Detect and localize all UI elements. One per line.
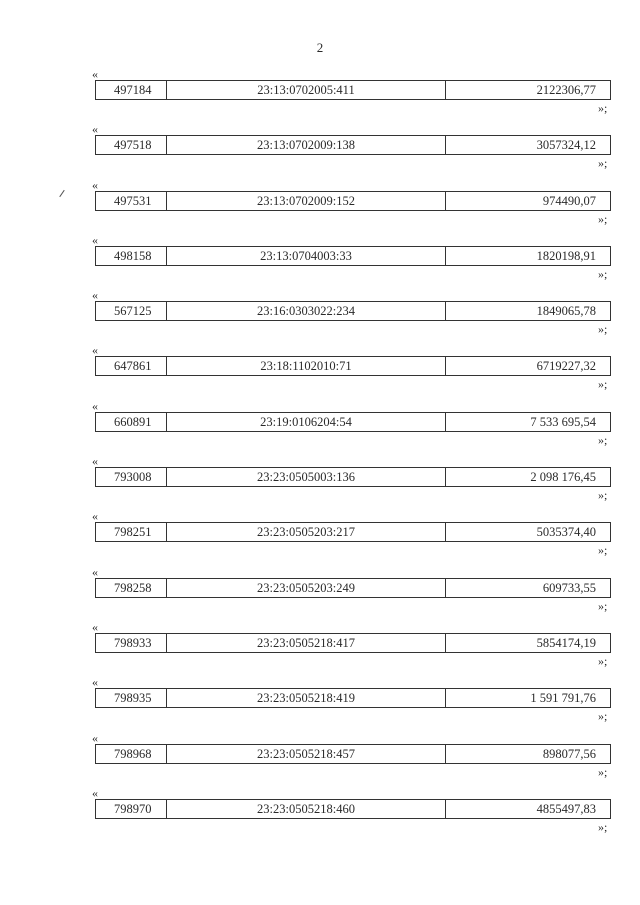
record-number: 798251 [96,523,167,541]
table-row [95,578,611,598]
closing-quote: »; [598,322,608,337]
closing-quote: »; [598,432,608,447]
opening-quote: « [92,675,98,690]
opening-quote: « [92,398,98,413]
cadastral-number: 23:23:0505203:249 [167,579,446,597]
page-number: 2 [316,40,324,55]
cadastral-number: 23:23:0505218:460 [167,800,446,818]
record-number: 798933 [96,634,167,652]
closing-quote: »; [598,377,608,392]
cadastral-value: 2 098 176,45 [530,470,596,485]
cadastral-value: 2122306,77 [536,83,596,97]
entry [0,787,640,842]
entry [0,455,640,510]
cadastral-number: 23:23:0505203:217 [167,523,446,541]
entry [0,676,640,731]
entry [0,234,640,289]
cadastral-number: 23:23:0505218:457 [167,745,446,763]
opening-quote: « [92,619,98,634]
cadastral-number: 23:16:0303022:234 [167,302,446,320]
cadastral-value: 5035374,40 [536,525,596,540]
cadastral-number: 23:23:0505218:419 [167,689,446,707]
cadastral-number: 23:13:0702009:152 [167,192,446,210]
cadastral-value: 1820198,91 [536,248,596,263]
closing-quote: »; [598,764,608,779]
opening-quote: « [92,785,98,800]
cadastral-number: 23:13:0702009:138 [167,136,446,154]
table-row [95,80,611,100]
entry [0,400,640,455]
cadastral-value: 5854174,19 [536,635,596,650]
closing-quote: »; [598,266,608,281]
entry [0,566,640,621]
cadastral-number: 23:18:1102010:71 [167,357,446,375]
table-row [95,744,611,764]
table-row [95,301,611,321]
cadastral-value: 6719227,32 [536,359,596,374]
table-row [95,467,611,487]
record-number: 798970 [96,800,167,818]
table-row [95,633,611,653]
opening-quote: « [92,177,98,192]
record-number: 497518 [96,136,167,154]
opening-quote: « [92,454,98,469]
opening-quote: « [92,232,98,247]
entry [0,510,640,565]
cadastral-value: 898077,56 [542,746,596,761]
closing-quote: »; [598,709,608,724]
cadastral-number: 23:13:0704003:33 [167,247,446,265]
opening-quote: « [92,730,98,745]
entry [0,179,640,234]
cadastral-value: 974490,07 [542,193,596,208]
closing-quote: »; [598,101,608,115]
table-row [95,412,611,432]
entry [0,621,640,676]
table-row [95,799,611,819]
closing-quote: »; [598,543,608,558]
cadastral-value: 7 533 695,54 [530,414,596,429]
cadastral-value: 3057324,12 [536,138,596,153]
record-number: 647861 [96,357,167,375]
closing-quote: »; [598,488,608,503]
entry [0,732,640,787]
record-number: 498158 [96,247,167,265]
opening-quote: « [92,67,98,81]
cadastral-number: 23:23:0505218:417 [167,634,446,652]
opening-quote: « [92,509,98,524]
cadastral-number: 23:13:0702005:411 [167,81,446,99]
closing-quote: »; [598,653,608,668]
closing-quote: »; [598,598,608,613]
record-number: 567125 [96,302,167,320]
cadastral-value: 1849065,78 [536,304,596,319]
opening-quote: « [92,564,98,579]
closing-quote: »; [598,819,608,834]
amendment-entries [0,68,640,842]
record-number: 497184 [96,81,167,99]
cadastral-number: 23:23:0505003:136 [167,468,446,486]
table-row [95,191,611,211]
closing-quote: »; [598,156,608,171]
record-number: 798935 [96,689,167,707]
entry [0,68,640,123]
opening-quote: « [92,343,98,358]
entry [0,344,640,399]
cadastral-number: 23:19:0106204:54 [167,413,446,431]
record-number: 798258 [96,579,167,597]
closing-quote: »; [598,211,608,226]
table-row [95,356,611,376]
record-number: 793008 [96,468,167,486]
entry [0,289,640,344]
record-number: 497531 [96,192,167,210]
table-row [95,246,611,266]
record-number: 798968 [96,745,167,763]
table-row [95,522,611,542]
cadastral-value: 1 591 791,76 [530,691,596,706]
opening-quote: « [92,288,98,303]
record-number: 660891 [96,413,167,431]
table-row [95,135,611,155]
opening-quote: « [92,122,98,137]
table-row [95,688,611,708]
cadastral-value: 609733,55 [542,580,596,595]
entry [0,123,640,178]
cadastral-value: 4855497,83 [536,801,596,816]
